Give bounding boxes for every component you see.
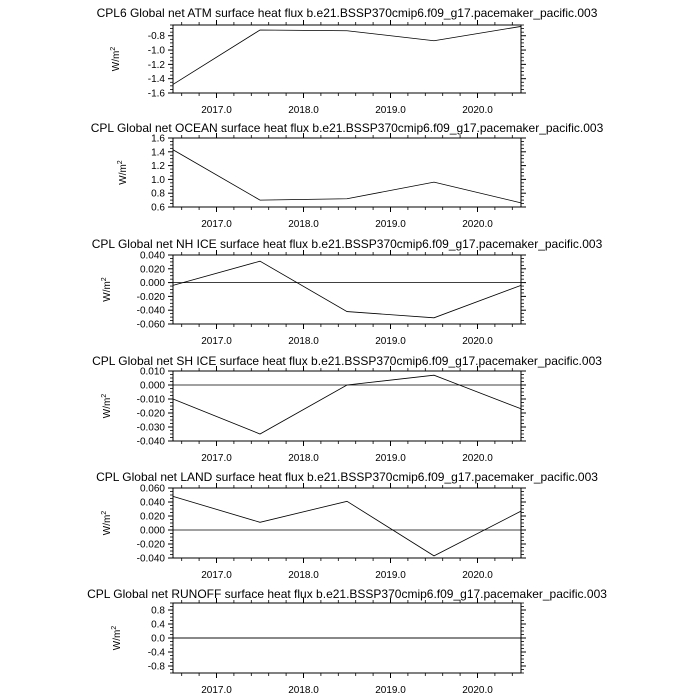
y-tick-label: 0.0 bbox=[151, 633, 165, 645]
y-axis-label-base: W/m bbox=[112, 629, 123, 651]
x-tick-label: 2018.0 bbox=[288, 453, 319, 464]
y-tick-label: -0.4 bbox=[147, 647, 165, 659]
y-tick-label: 0.020 bbox=[139, 264, 165, 276]
y-tick-label: -1.2 bbox=[147, 59, 165, 71]
chart-title: CPL6 Global net ATM surface heat flux b.e21.BSSP370cmip6.f09_g17.pacemaker_pacific.003 bbox=[96, 6, 598, 20]
x-tick-label: 2020.0 bbox=[462, 685, 493, 696]
x-tick-label: 2017.0 bbox=[201, 336, 232, 347]
y-axis-label-superscript: 2 bbox=[101, 277, 108, 282]
y-axis-label-base: W/m bbox=[102, 281, 113, 302]
chart-title: CPL Global net OCEAN surface heat flux b.e21.BSSP370cmip6.f09_g17.pacemaker_pacific.003 bbox=[90, 121, 604, 135]
series-line bbox=[173, 26, 521, 84]
x-tick-label: 2020.0 bbox=[462, 570, 493, 581]
x-tick-label: 2020.0 bbox=[462, 105, 493, 116]
y-axis-label-superscript: 2 bbox=[111, 625, 118, 630]
y-tick-label: -0.030 bbox=[136, 422, 165, 434]
y-tick-label: -0.040 bbox=[136, 305, 165, 317]
y-tick-label: 0.040 bbox=[139, 497, 165, 509]
x-tick-label: 2017.0 bbox=[201, 453, 232, 464]
chart-title: CPL Global net SH ICE surface heat flux b.e21.BSSP370cmip6.f09_g17.pacemaker_pacific.003 bbox=[92, 354, 602, 368]
x-tick-label: 2017.0 bbox=[201, 685, 232, 696]
x-tick-label: 2020.0 bbox=[462, 336, 493, 347]
y-tick-label: 0.4 bbox=[151, 619, 165, 631]
series-line bbox=[173, 261, 521, 318]
y-tick-label: -0.040 bbox=[136, 553, 165, 565]
x-tick-label: 2017.0 bbox=[201, 105, 232, 116]
x-tick-label: 2019.0 bbox=[375, 219, 406, 230]
chart-title: CPL Global net LAND surface heat flux b.e21.BSSP370cmip6.f09_g17.pacemaker_pacific.003 bbox=[96, 470, 598, 484]
chart-title: CPL Global net RUNOFF surface heat flux b.e21.BSSP370cmip6.f09_g17.pacemaker_pacific.003 bbox=[87, 587, 607, 601]
y-axis-label bbox=[101, 277, 113, 302]
series-line bbox=[173, 496, 521, 556]
x-tick-label: 2020.0 bbox=[462, 219, 493, 230]
y-tick-label: 0.000 bbox=[139, 525, 165, 537]
y-axis-label bbox=[111, 626, 123, 651]
series-line bbox=[173, 150, 521, 203]
y-axis-label bbox=[110, 47, 122, 72]
y-tick-label: 0.8 bbox=[151, 188, 165, 200]
x-tick-label: 2019.0 bbox=[375, 105, 406, 116]
chart-panel-6 bbox=[87, 587, 607, 696]
y-tick-label: 0.020 bbox=[139, 511, 165, 523]
y-tick-label: -1.0 bbox=[147, 45, 165, 57]
x-tick-label: 2018.0 bbox=[288, 336, 319, 347]
y-tick-label: 0.6 bbox=[151, 202, 165, 214]
series-line bbox=[173, 375, 521, 434]
y-axis-label-superscript: 2 bbox=[101, 393, 108, 398]
plot-frame bbox=[173, 371, 521, 441]
x-tick-label: 2020.0 bbox=[462, 453, 493, 464]
y-axis-label-base: W/m bbox=[118, 164, 129, 185]
y-tick-label: 1.0 bbox=[151, 174, 165, 186]
y-axis-label bbox=[117, 160, 129, 185]
y-axis-label-base: W/m bbox=[102, 397, 113, 419]
x-tick-label: 2019.0 bbox=[375, 685, 406, 696]
y-tick-label: 0.000 bbox=[139, 380, 165, 392]
y-axis-label-base: W/m bbox=[111, 50, 122, 72]
y-tick-label: 1.6 bbox=[151, 133, 165, 145]
y-tick-label: -1.6 bbox=[147, 88, 165, 100]
y-tick-label: -0.040 bbox=[136, 436, 165, 448]
x-tick-label: 2019.0 bbox=[375, 453, 406, 464]
chart-panel-4 bbox=[92, 354, 602, 464]
y-tick-label: -0.020 bbox=[136, 539, 165, 551]
y-tick-label: -0.060 bbox=[136, 319, 165, 331]
y-tick-label: 0.060 bbox=[139, 483, 165, 495]
y-axis-label-base: W/m bbox=[102, 514, 113, 536]
y-tick-label: -0.020 bbox=[136, 291, 165, 303]
plot-frame bbox=[173, 488, 521, 558]
y-tick-label: -1.4 bbox=[147, 74, 165, 86]
chart-panel-5 bbox=[96, 470, 598, 581]
y-tick-label: 0.8 bbox=[151, 605, 165, 617]
plot-frame bbox=[173, 138, 521, 207]
chart-panel-3 bbox=[92, 237, 603, 347]
x-tick-label: 2018.0 bbox=[288, 105, 319, 116]
x-tick-label: 2018.0 bbox=[288, 685, 319, 696]
y-tick-label: -0.8 bbox=[147, 31, 165, 43]
x-tick-label: 2017.0 bbox=[201, 219, 232, 230]
x-tick-label: 2018.0 bbox=[288, 570, 319, 581]
y-axis-label-superscript: 2 bbox=[110, 46, 117, 51]
y-tick-label: -0.010 bbox=[136, 394, 165, 406]
y-axis-label-superscript: 2 bbox=[101, 510, 108, 515]
x-tick-label: 2019.0 bbox=[375, 336, 406, 347]
y-tick-label: 0.000 bbox=[139, 278, 165, 290]
chart-panel-1 bbox=[97, 6, 598, 116]
y-tick-label: 0.040 bbox=[139, 250, 165, 262]
y-tick-label: -0.020 bbox=[136, 408, 165, 420]
chart-panel-2 bbox=[91, 121, 604, 230]
y-tick-label: 1.4 bbox=[151, 147, 165, 159]
y-axis-label-superscript: 2 bbox=[117, 160, 124, 165]
x-tick-label: 2017.0 bbox=[201, 570, 232, 581]
y-axis-label bbox=[101, 394, 113, 419]
y-tick-label: -0.8 bbox=[147, 661, 165, 673]
x-tick-label: 2019.0 bbox=[375, 570, 406, 581]
y-axis-label bbox=[101, 511, 113, 536]
y-tick-label: 0.010 bbox=[139, 366, 165, 378]
chart-title: CPL Global net NH ICE surface heat flux b.e21.BSSP370cmip6.f09_g17.pacemaker_pacific.003 bbox=[91, 237, 603, 251]
plot-frame bbox=[173, 255, 521, 324]
x-tick-label: 2018.0 bbox=[288, 219, 319, 230]
y-tick-label: 1.2 bbox=[151, 161, 165, 173]
